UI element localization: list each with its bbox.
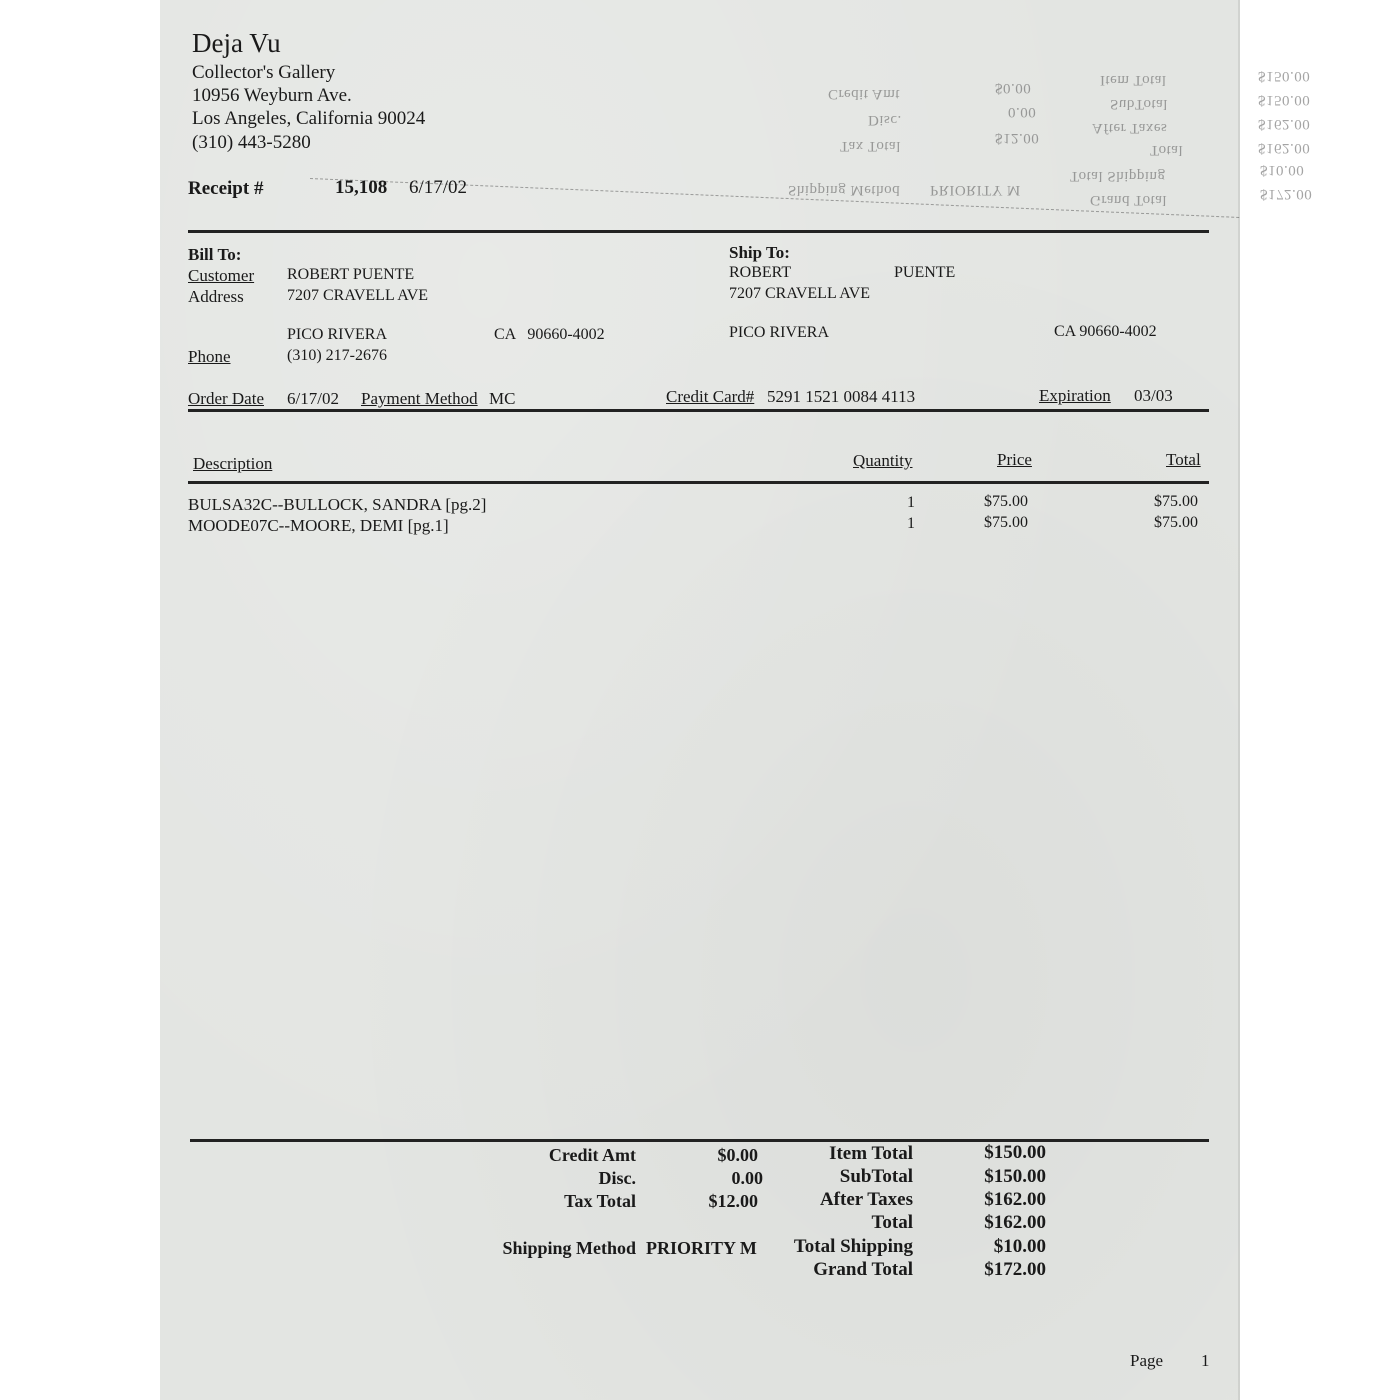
ghost-tax-total-label: Tax Total xyxy=(840,138,901,154)
ghost-total-shipping-label: Total Shipping xyxy=(1070,168,1166,184)
row-total: $75.00 xyxy=(1154,493,1198,510)
disc-value: 0.00 xyxy=(731,1168,763,1188)
credit-card-number: 5291 1521 0084 4113 xyxy=(767,387,916,406)
address-label: Address xyxy=(188,287,244,306)
col-header-price: Price xyxy=(997,450,1032,469)
credit-card-label: Credit Card# xyxy=(666,387,755,406)
ghost-grand-total: $172.00 xyxy=(1260,186,1313,202)
ghost-item-total-label: Item Total xyxy=(1100,72,1167,88)
row-price: $75.00 xyxy=(984,514,1028,531)
grand-total-label: Grand Total xyxy=(813,1259,913,1280)
row-quantity: 1 xyxy=(907,515,915,532)
ghost-after-taxes: $162.00 xyxy=(1258,116,1311,132)
order-rule xyxy=(188,409,1209,412)
ghost-subtotal-label: SubTotal xyxy=(1110,96,1168,112)
ghost-total: $162.00 xyxy=(1258,140,1311,156)
item-total-label: Item Total xyxy=(829,1143,913,1164)
customer-label: Customer xyxy=(188,266,255,285)
company-tagline: Collector's Gallery xyxy=(192,62,336,83)
total-value: $162.00 xyxy=(984,1212,1046,1233)
bill-to-heading: Bill To: xyxy=(188,245,242,264)
receipt-number: 15,108 xyxy=(335,177,388,198)
disc-label: Disc. xyxy=(598,1168,636,1188)
row-price: $75.00 xyxy=(984,493,1028,510)
ship-state-zip: CA 90660-4002 xyxy=(1054,323,1157,340)
row-description: BULSA32C--BULLOCK, SANDRA [pg.2] xyxy=(188,495,487,514)
total-shipping-value: $10.00 xyxy=(993,1236,1046,1257)
shipping-method-label: Shipping Method xyxy=(502,1238,636,1258)
bleed-through-print xyxy=(780,52,1340,212)
receipt-page xyxy=(160,0,1313,1400)
ghost-shipping-method: PRIORITY M xyxy=(930,182,1021,198)
bill-address: 7207 CRAVELL AVE xyxy=(287,287,429,304)
ghost-disc: 0.00 xyxy=(1008,104,1037,120)
company-phone: (310) 443-5280 xyxy=(192,132,311,153)
row-description: MOODE07C--MOORE, DEMI [pg.1] xyxy=(188,516,449,535)
company-street: 10956 Weyburn Ave. xyxy=(192,85,352,106)
expiration-label: Expiration xyxy=(1039,386,1111,405)
payment-method: MC xyxy=(489,389,516,408)
payment-method-label: Payment Method xyxy=(361,389,478,408)
ghost-tax-total: $12.00 xyxy=(995,130,1040,146)
row-quantity: 1 xyxy=(907,494,915,511)
ghost-subtotal: $150.00 xyxy=(1258,92,1311,108)
col-header-description: Description xyxy=(193,454,273,473)
total-shipping-label: Total Shipping xyxy=(793,1236,913,1257)
tax-total-value: $12.00 xyxy=(708,1191,758,1211)
bill-city: PICO RIVERA xyxy=(287,326,388,343)
item-total-value: $150.00 xyxy=(984,1142,1046,1163)
col-header-total: Total xyxy=(1166,450,1201,469)
credit-amt-value: $0.00 xyxy=(717,1145,758,1165)
credit-amt-label: Credit Amt xyxy=(548,1145,636,1165)
ship-city: PICO RIVERA xyxy=(729,324,830,341)
ghost-total-label: Total xyxy=(1150,142,1184,158)
subtotal-value: $150.00 xyxy=(984,1166,1046,1187)
after-taxes-value: $162.00 xyxy=(984,1189,1046,1210)
row-total: $75.00 xyxy=(1154,514,1198,531)
page-number: 1 xyxy=(1201,1351,1210,1370)
bill-phone: (310) 217-2676 xyxy=(287,347,387,364)
ghost-credit-amt-label: Credit Amt xyxy=(828,86,901,102)
ghost-item-total: $150.00 xyxy=(1258,68,1311,84)
receipt-date: 6/17/02 xyxy=(409,177,468,198)
company-name: Deja Vu xyxy=(192,28,281,58)
tax-total-label: Tax Total xyxy=(564,1191,636,1211)
ship-first-name: ROBERT xyxy=(729,264,792,281)
ghost-disc-label: Disc. xyxy=(868,112,902,128)
bill-state-zip: CA 90660-4002 xyxy=(494,326,605,343)
shipping-method-value: PRIORITY M xyxy=(646,1238,757,1258)
receipt-label: Receipt # xyxy=(188,178,264,199)
customer-name: ROBERT PUENTE xyxy=(287,266,415,283)
table-header-rule xyxy=(188,481,1209,484)
ghost-after-taxes-label: After Taxes xyxy=(1092,120,1168,136)
order-date: 6/17/02 xyxy=(287,389,339,408)
ghost-grand-total-label: Grand Total xyxy=(1090,192,1168,208)
ship-address: 7207 CRAVELL AVE xyxy=(729,285,871,302)
ship-to-heading: Ship To: xyxy=(729,243,790,262)
after-taxes-label: After Taxes xyxy=(819,1189,913,1210)
grand-total-value: $172.00 xyxy=(984,1259,1046,1280)
company-city: Los Angeles, California 90024 xyxy=(192,108,426,129)
order-date-label: Order Date xyxy=(188,389,264,408)
header-rule xyxy=(188,230,1209,233)
subtotal-label: SubTotal xyxy=(839,1166,913,1187)
summary-rule xyxy=(190,1139,1209,1142)
ghost-shipping-method-label: Shipping Method xyxy=(788,182,901,198)
ghost-credit-amt: $0.00 xyxy=(995,80,1032,96)
ghost-total-shipping: $10.00 xyxy=(1260,162,1305,178)
col-header-quantity: Quantity xyxy=(853,451,913,470)
phone-label: Phone xyxy=(188,347,231,366)
expiration-date: 03/03 xyxy=(1134,386,1173,405)
total-label: Total xyxy=(871,1212,913,1233)
ship-last-name: PUENTE xyxy=(894,264,956,281)
page-label: Page xyxy=(1130,1351,1164,1370)
